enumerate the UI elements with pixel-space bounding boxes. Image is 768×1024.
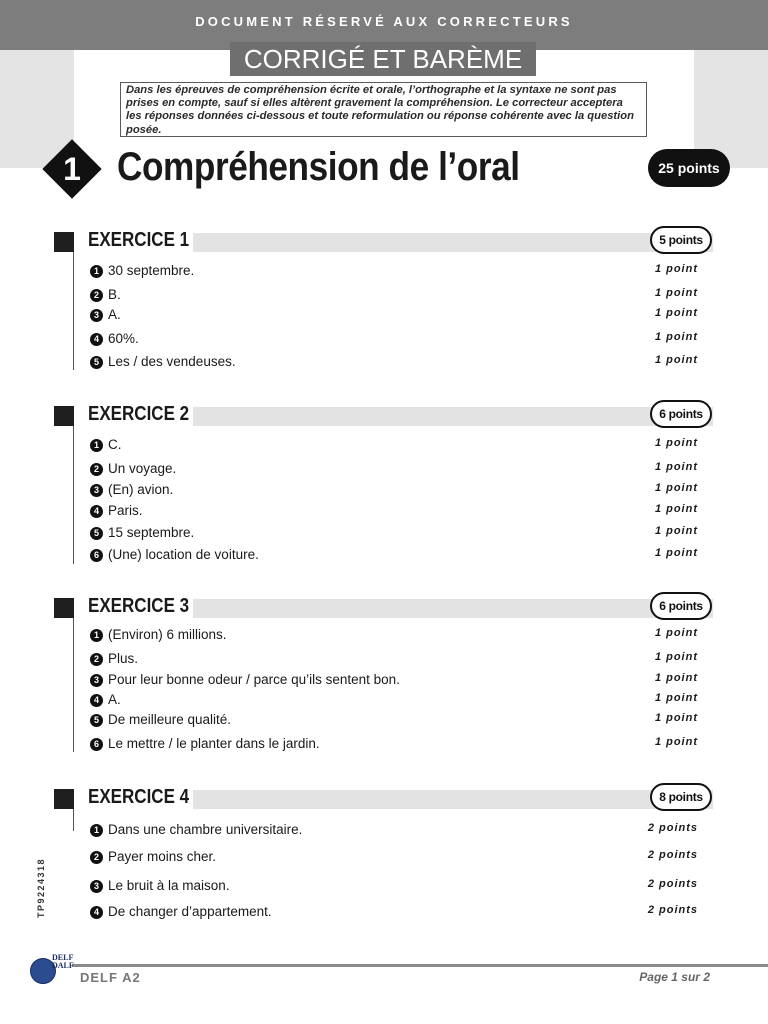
answer-text: C. <box>108 437 122 452</box>
answer-points: 1 point <box>654 287 698 299</box>
question-number: 4 <box>90 906 103 919</box>
answer-points: 1 point <box>654 461 698 473</box>
question-number: 4 <box>90 694 103 707</box>
answer-row <box>0 849 768 867</box>
answer-text: Le mettre / le planter dans le jardin. <box>108 736 320 751</box>
question-number: 3 <box>90 309 103 322</box>
question-number: 3 <box>90 674 103 687</box>
exercise-marker <box>54 598 74 618</box>
answer-row <box>0 525 768 543</box>
question-number: 2 <box>90 653 103 666</box>
delf-dalf-logo <box>26 950 78 990</box>
question-number: 4 <box>90 505 103 518</box>
answer-row <box>0 437 768 455</box>
question-number: 3 <box>90 484 103 497</box>
answer-row <box>0 547 768 565</box>
question-number: 2 <box>90 289 103 302</box>
answer-text: De changer d’appartement. <box>108 904 272 919</box>
answer-row <box>0 263 768 281</box>
answer-text: Le bruit à la maison. <box>108 878 230 893</box>
answer-row <box>0 822 768 840</box>
answer-row <box>0 331 768 349</box>
exercise-title-bar <box>193 599 713 618</box>
answer-row <box>0 307 768 325</box>
question-number: 1 <box>90 439 103 452</box>
answer-points: 1 point <box>654 525 698 537</box>
answer-row <box>0 461 768 479</box>
answer-points: 2 points <box>647 822 698 834</box>
exercise-title: EXERCICE 2 <box>88 403 190 425</box>
answer-points: 1 point <box>654 547 698 559</box>
exercise-title: EXERCICE 4 <box>88 786 190 808</box>
question-number: 5 <box>90 714 103 727</box>
answer-row <box>0 712 768 730</box>
answer-text: Un voyage. <box>108 461 177 476</box>
question-number: 2 <box>90 463 103 476</box>
question-number: 6 <box>90 549 103 562</box>
answer-row <box>0 354 768 372</box>
answer-text: A. <box>108 692 121 707</box>
exercise-marker <box>54 232 74 252</box>
answer-text: (Une) location de voiture. <box>108 547 259 562</box>
answer-text: (En) avion. <box>108 482 174 497</box>
document-title: CORRIGÉ ET BARÈME <box>230 42 536 76</box>
answer-points: 1 point <box>654 354 698 366</box>
exercise-title: EXERCICE 1 <box>88 229 190 251</box>
question-number: 5 <box>90 356 103 369</box>
answer-row <box>0 287 768 305</box>
exercise-points-badge: 6 points <box>650 592 712 620</box>
answer-text: Payer moins cher. <box>108 849 217 864</box>
answer-row <box>0 651 768 669</box>
answer-text: 60%. <box>108 331 139 346</box>
question-number: 2 <box>90 851 103 864</box>
grading-notice: Dans les épreuves de compréhension écrite et orale, l’orthographe et la syntaxe ne sont pas prises en compte, sauf si elles altèrent gravement la compréhension. Le correcteur acceptera les réponses données ci-dessous et toute reformulation ou réponse cohérente avec la question posée. <box>120 82 647 137</box>
answer-row <box>0 878 768 896</box>
answer-text: A. <box>108 307 121 322</box>
answer-row <box>0 503 768 521</box>
answer-text: 30 septembre. <box>108 263 195 278</box>
answer-row <box>0 904 768 922</box>
question-number: 1 <box>90 265 103 278</box>
answer-text: Les / des vendeuses. <box>108 354 236 369</box>
question-number: 6 <box>90 738 103 751</box>
question-number: 1 <box>90 629 103 642</box>
exercise-marker <box>54 406 74 426</box>
section-title: Compréhension de l’oral <box>117 145 520 189</box>
answer-points: 1 point <box>654 627 698 639</box>
answer-points: 1 point <box>654 692 698 704</box>
question-number: 4 <box>90 333 103 346</box>
answer-points: 1 point <box>654 437 698 449</box>
section-total-badge: 25 points <box>648 149 730 187</box>
answer-points: 1 point <box>654 263 698 275</box>
answer-points: 2 points <box>647 849 698 861</box>
answer-points: 1 point <box>654 712 698 724</box>
exercise-title-bar <box>193 233 713 252</box>
page-number: Page 1 sur 2 <box>639 970 710 984</box>
exercise-title-bar <box>193 407 713 426</box>
reserved-banner: DOCUMENT RÉSERVÉ AUX CORRECTEURS <box>195 14 573 29</box>
answer-row <box>0 482 768 500</box>
exam-name: DELF A2 <box>80 970 141 985</box>
exercise-title-bar <box>193 790 713 809</box>
answer-row <box>0 672 768 690</box>
footer-rule <box>72 964 768 967</box>
answer-text: De meilleure qualité. <box>108 712 232 727</box>
exercise-marker <box>54 789 74 809</box>
answer-row <box>0 736 768 754</box>
answer-text: 15 septembre. <box>108 525 195 540</box>
answer-points: 2 points <box>647 904 698 916</box>
answer-points: 1 point <box>654 672 698 684</box>
answer-text: B. <box>108 287 121 302</box>
exercise-points-badge: 6 points <box>650 400 712 428</box>
answer-points: 2 points <box>647 878 698 890</box>
exercise-points-badge: 8 points <box>650 783 712 811</box>
answer-text: Plus. <box>108 651 139 666</box>
exercise-points-badge: 5 points <box>650 226 712 254</box>
answer-points: 1 point <box>654 651 698 663</box>
answer-points: 1 point <box>654 307 698 319</box>
answer-text: Pour leur bonne odeur / parce qu’ils sentent bon. <box>108 672 400 687</box>
answer-row <box>0 627 768 645</box>
answer-points: 1 point <box>654 736 698 748</box>
answer-points: 1 point <box>654 482 698 494</box>
exercise-title: EXERCICE 3 <box>88 595 190 617</box>
answer-text: (Environ) 6 millions. <box>108 627 227 642</box>
answer-row <box>0 692 768 710</box>
document-code: TP9224318 <box>36 857 46 918</box>
question-number: 5 <box>90 527 103 540</box>
answer-points: 1 point <box>654 331 698 343</box>
answer-text: Dans une chambre universitaire. <box>108 822 303 837</box>
question-number: 1 <box>90 824 103 837</box>
answer-points: 1 point <box>654 503 698 515</box>
question-number: 3 <box>90 880 103 893</box>
section-number: 1 <box>63 151 81 187</box>
answer-text: Paris. <box>108 503 143 518</box>
logo-text: DELF DALF <box>52 953 74 970</box>
